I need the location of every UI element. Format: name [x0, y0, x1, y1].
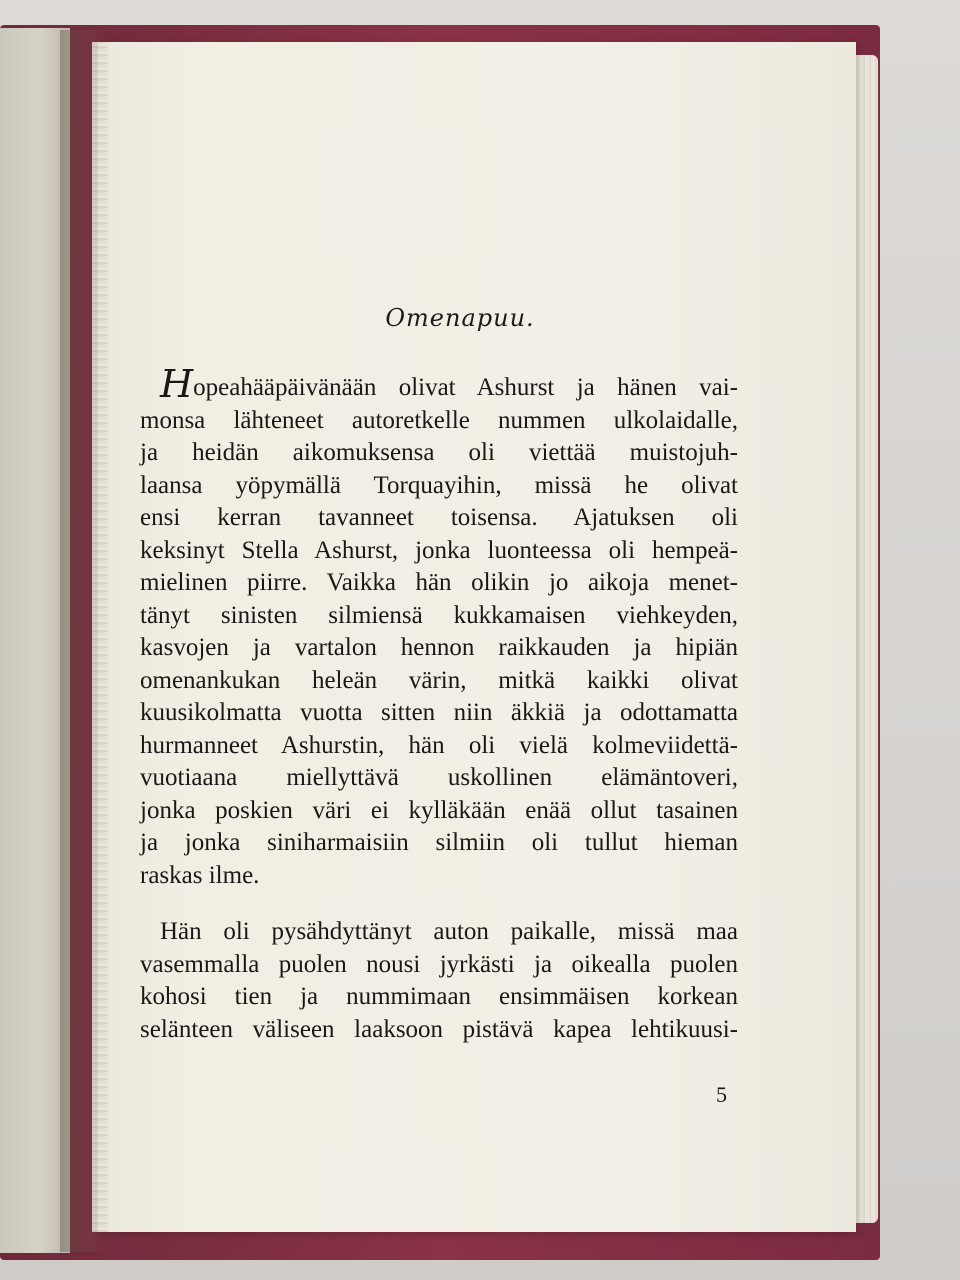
- text-line: vuotiaana miellyttävä uskollinen elämäntoveri,: [140, 764, 738, 791]
- page-number: 5: [716, 1082, 727, 1107]
- text-line: hurmanneet Ashurstin, hän oli vielä kolmeviidettä-: [140, 731, 738, 759]
- gutter-shadow: [60, 30, 110, 1252]
- text-line: Hän oli pysähdyttänyt auton paikalle, missä maa: [160, 918, 738, 945]
- text-line: monsa lähteneet autoretkelle nummen ulkolaidalle,: [140, 406, 738, 434]
- text-line: tänyt sinisten silmiensä kukkamaisen viehkeyden,: [140, 601, 738, 629]
- text-line: ensi kerran tavanneet toisensa. Ajatuksen oli: [140, 504, 738, 531]
- text-line: [140, 362, 738, 406]
- text-line: mielinen piirre. Vaikka hän olikin jo aikoja menet-: [140, 569, 738, 596]
- drop-cap: H: [160, 362, 194, 406]
- text-line: laansa yöpymällä Torquayihin, missä he olivat: [140, 471, 738, 499]
- text-line: raskas ilme.: [140, 861, 260, 889]
- text-line: omenankukan heleän värin, mitkä kaikki olivat: [140, 666, 738, 694]
- text-line: kasvojen ja vartalon hennon raikkauden ja hipiän: [140, 634, 738, 661]
- text-line: kohosi tien ja nummimaan ensimmäisen korkean: [140, 983, 738, 1010]
- text-line: ja jonka siniharmaisiin silmiin oli tullut hieman: [140, 829, 738, 856]
- chapter-title: Omenapuu.: [385, 304, 535, 332]
- text-line: keksinyt Stella Ashurst, jonka luonteessa oli hempeä-: [140, 536, 738, 564]
- text-line: ja heidän aikomuksensa oli viettää muistojuh-: [140, 439, 738, 466]
- text-line: selänteen väliseen laaksoon pistävä kapea lehtikuusi-: [140, 1015, 738, 1043]
- paragraph-gap: [140, 892, 738, 916]
- text-line: jonka poskien väri ei kylläkään enää ollut tasainen: [140, 796, 738, 824]
- line-text: opeahääpäivänään olivat Ashurst ja hänen vai-: [193, 374, 738, 401]
- text-line: vasemmalla puolen nousi jyrkästi ja oikealla puolen: [140, 950, 738, 978]
- body-text: [140, 362, 738, 1046]
- text-line: kuusikolmatta vuotta sitten niin äkkiä ja odottamatta: [140, 699, 738, 726]
